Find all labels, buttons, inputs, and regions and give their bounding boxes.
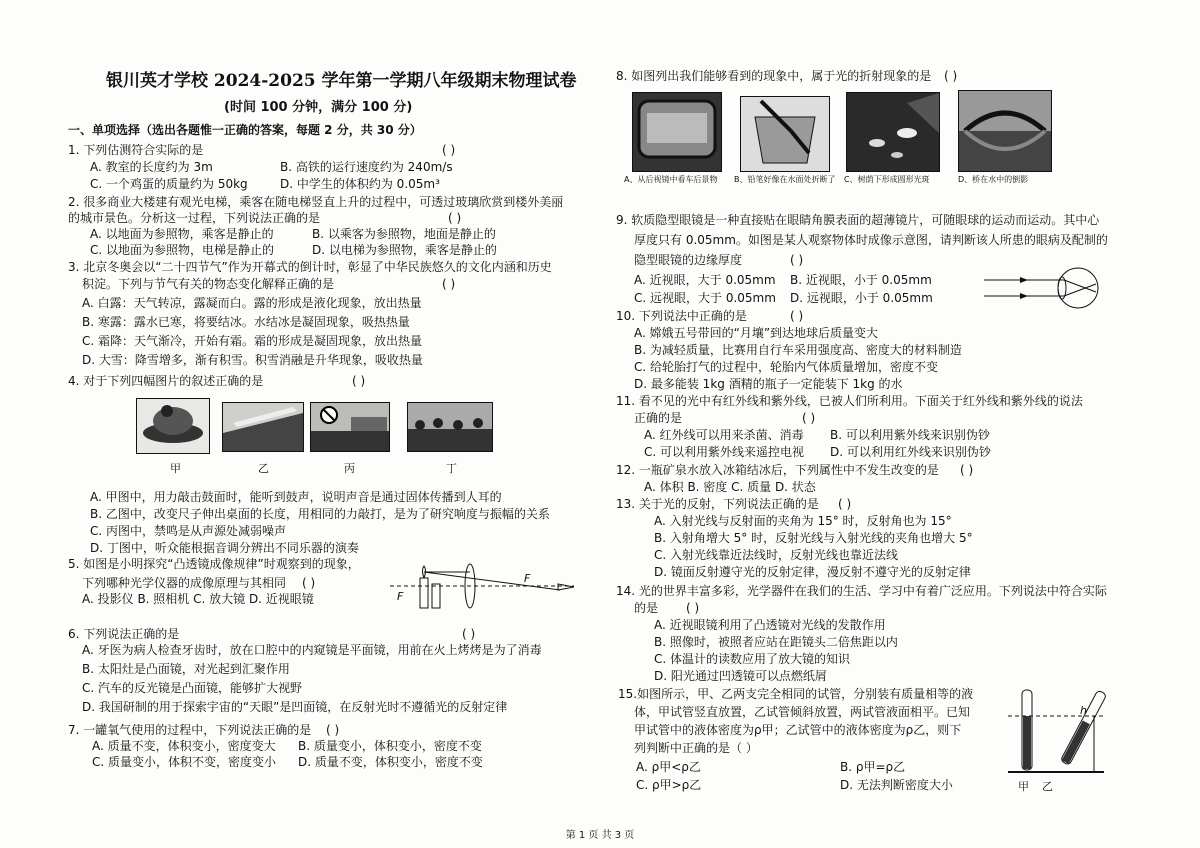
rearview-mirror-image — [633, 93, 721, 171]
q14-answer-bracket[interactable]: ( ) — [686, 601, 700, 615]
q3-line2: 积淀。下列与节气有关的物态变化解释正确的是 — [82, 277, 335, 291]
section-heading: 一、单项选择（选出各题惟一正确的答案，每题 2 分，共 30 分） — [68, 123, 422, 137]
q4-figure-bing — [310, 402, 390, 452]
q1-option-b: B. 高铁的运行速度约为 240m/s — [280, 160, 453, 174]
q8-stem: 8. 如图列出我们能够看到的现象中，属于光的折射现象的是 — [616, 69, 932, 83]
q7-stem: 7. 一罐氧气使用的过程中，下列说法正确的是 — [68, 723, 312, 737]
q11-line1: 11. 看不见的光中有红外线和紫外线，已被人们所利用。下面关于红外线和紫外线的说法 — [616, 394, 1083, 408]
q6-option-a: A. 牙医为病人检查牙齿时，放在口腔中的内窥镜是平面镜，用前在火上烤烤是为了消毒 — [82, 643, 542, 657]
tree-shade-light-spots-image — [847, 93, 939, 171]
q10-option-c: C. 给轮胎打气的过程中，轮胎内气体质量增加，密度不变 — [634, 360, 939, 374]
q10-option-d: D. 最多能装 1kg 酒精的瓶子一定能装下 1kg 的水 — [634, 377, 903, 391]
q13-stem: 13. 关于光的反射，下列说法正确的是 — [616, 497, 819, 511]
q5-line2: 下列哪种光学仪器的成像原理与其相同 — [82, 576, 287, 590]
q8-caption-a: A、从后视镜中看车后景物 — [624, 175, 718, 184]
q2-option-a: A. 以地面为参照物，乘客是静止的 — [90, 227, 274, 241]
q15-option-b: B. ρ甲=ρ乙 — [840, 760, 906, 774]
q6-answer-bracket[interactable]: ( ) — [462, 627, 476, 641]
q9-option-b: B. 近视眼，小于 0.05mm — [790, 273, 932, 287]
q10-answer-bracket[interactable]: ( ) — [790, 309, 804, 323]
q4-label-yi: 乙 — [258, 462, 269, 475]
q7-option-b: B. 质量变小，体积变小，密度不变 — [298, 739, 482, 753]
q7-answer-bracket[interactable]: ( ) — [326, 723, 340, 737]
pencil-in-water-image — [741, 97, 829, 171]
q9-option-a: A. 近视眼，大于 0.05mm — [634, 273, 776, 287]
q3-option-d: D. 大雪：降雪增多，渐有积雪。积雪消融是升华现象，吸收热量 — [82, 353, 423, 367]
q5-focus-label-right: F — [524, 572, 531, 585]
q4-figure-yi — [222, 402, 304, 452]
q14-option-b: B. 照像时，被照者应站在距镜头二倍焦距以内 — [654, 635, 898, 649]
q15-option-d: D. 无法判断密度大小 — [840, 778, 953, 792]
q8-caption-c: C、树荫下形成圆形光斑 — [844, 175, 930, 184]
q8-figure-c — [846, 92, 940, 172]
q6-option-d: D. 我国研制的用于探索宇宙的“天眼”是凹面镜，在反射光时不遵循光的反射定律 — [82, 700, 508, 714]
q13-option-b: B. 入射角增大 5° 时，反射光线与入射光线的夹角也增大 5° — [654, 531, 973, 545]
q5-focus-label-left: F — [397, 590, 404, 603]
exam-title: 银川英才学校 2024-2025 学年第一学期八年级期末物理试卷 — [106, 71, 577, 91]
page-footer: 第 1 页 共 3 页 — [565, 830, 635, 841]
q4-label-ding: 丁 — [446, 462, 457, 475]
q11-option-b: B. 可以利用紫外线来识别伪钞 — [830, 428, 990, 442]
q14-option-a: A. 近视眼镜利用了凸透镜对光线的发散作用 — [654, 618, 886, 632]
q9-line1: 9. 软质隐型眼镜是一种直接贴在眼睛角膜表面的超薄镜片，可随眼球的运动而运动。其中心 — [616, 213, 1100, 227]
q4-figure-ding — [407, 402, 493, 452]
q11-option-a: A. 红外线可以用来杀菌、消毒 — [644, 428, 804, 442]
q15-line3: 甲试管中的液体密度为ρ甲；乙试管中的液体密度为ρ乙，则下 — [634, 723, 962, 737]
q4-label-bing: 丙 — [344, 462, 355, 475]
q4-option-a: A. 甲图中，用力敲击鼓面时，能听到鼓声，说明声音是通过固体传播到人耳的 — [90, 490, 502, 504]
q1-answer-bracket[interactable]: ( ) — [442, 143, 456, 157]
q13-answer-bracket[interactable]: ( ) — [838, 497, 852, 511]
q9-answer-bracket[interactable]: ( ) — [790, 253, 804, 267]
q10-option-b: B. 为减轻质量，比赛用自行车采用强度高、密度大的材料制造 — [634, 343, 962, 357]
q15-test-tube-diagram — [1008, 688, 1108, 788]
q1-option-c: C. 一个鸡蛋的质量约为 50kg — [90, 177, 248, 191]
q14-line2: 的是 — [634, 601, 659, 615]
q2-option-b: B. 以乘客为参照物，地面是静止的 — [312, 227, 496, 241]
q4-option-c: C. 丙图中，禁鸣是从声源处减弱噪声 — [90, 524, 287, 538]
q8-figure-a — [632, 92, 722, 172]
q15-line2: 体，甲试管竖直放置，乙试管倾斜放置，两试管液面相平。已知 — [634, 705, 971, 719]
q9-option-c: C. 远视眼，大于 0.05mm — [634, 291, 776, 305]
q2-option-d: D. 以电梯为参照物，乘客是静止的 — [312, 243, 497, 257]
no-horn-sign-image — [311, 403, 389, 451]
q8-caption-b: B、铅笔好像在水面处折断了 — [734, 175, 836, 184]
q2-line1: 2. 很多商业大楼建有观光电梯，乘客在随电梯竖直上升的过程中，可透过玻璃欣赏到楼外美丽 — [68, 195, 564, 209]
q15-label-yi: 乙 — [1042, 780, 1053, 793]
q6-option-c: C. 汽车的反光镜是凸面镜，能够扩大视野 — [82, 681, 303, 695]
q12-stem: 12. 一瓶矿泉水放入冰箱结冰后，下列属性中不发生改变的是 — [616, 463, 939, 477]
q1-stem: 1. 下列估测符合实际的是 — [68, 143, 204, 157]
q11-answer-bracket[interactable]: ( ) — [802, 411, 816, 425]
q3-option-c: C. 霜降：天气渐冷，开始有霜。霜的形成是凝固现象，放出热量 — [82, 334, 423, 348]
q7-option-d: D. 质量不变，体积变小，密度不变 — [298, 755, 483, 769]
q4-stem: 4. 对于下列四幅图片的叙述正确的是 — [68, 374, 264, 388]
q9-option-d: D. 远视眼，小于 0.05mm — [790, 291, 933, 305]
q11-line2: 正确的是 — [634, 411, 683, 425]
q5-lens-diagram — [390, 562, 574, 614]
q15-option-a: A. ρ甲<ρ乙 — [636, 760, 701, 774]
q13-option-d: D. 镜面反射遵守光的反射定律，漫反射不遵守光的反射定律 — [654, 565, 971, 579]
bridge-reflection-image — [959, 91, 1051, 171]
q12-options: A. 体积 B. 密度 C. 质量 D. 状态 — [644, 480, 816, 494]
drum-image — [137, 399, 209, 453]
q13-option-a: A. 入射光线与反射面的夹角为 15° 时，反射角也为 15° — [654, 514, 952, 528]
q6-option-b: B. 太阳灶是凸面镜，对光起到汇聚作用 — [82, 662, 290, 676]
q7-option-c: C. 质量变小，体积不变，密度变小 — [92, 755, 277, 769]
q14-option-d: D. 阳光通过凹透镜可以点燃纸屑 — [654, 669, 827, 683]
q9-line2: 厚度只有 0.05mm。如图是某人观察物体时成像示意图，请判断该人所患的眼病及配制的 — [634, 233, 1108, 247]
q15-line1: 15.如图所示，甲、乙两支完全相同的试管，分别装有质量相等的液 — [618, 687, 974, 701]
orchestra-image — [408, 403, 492, 451]
q7-option-a: A. 质量不变，体积变小，密度变大 — [92, 739, 276, 753]
q3-line1: 3. 北京冬奥会以“二十四节气”作为开幕式的倒计时，彰显了中华民族悠久的文化内涵和历史 — [68, 260, 552, 274]
q15-label-jia: 甲 — [1018, 780, 1029, 793]
q11-option-d: D. 可以利用红外线来识别伪钞 — [830, 445, 991, 459]
q15-option-c: C. ρ甲>ρ乙 — [636, 778, 702, 792]
exam-subtitle: (时间 100 分钟，满分 100 分) — [224, 100, 413, 115]
q4-label-jia: 甲 — [170, 462, 181, 475]
q1-option-d: D. 中学生的体积约为 0.05m³ — [280, 177, 440, 191]
q4-figure-jia — [136, 398, 210, 454]
q9-line3: 隐型眼镜的边缘厚度 — [634, 253, 743, 267]
q2-option-c: C. 以地面为参照物，电梯是静止的 — [90, 243, 275, 257]
q5-options: A. 投影仪 B. 照相机 C. 放大镜 D. 近视眼镜 — [82, 592, 314, 606]
q5-line1: 5. 如图是小明探究“凸透镜成像规律”时观察到的现象， — [68, 557, 360, 571]
q1-option-a: A. 教室的长度约为 3m — [90, 160, 213, 174]
ruler-table-image — [223, 403, 303, 451]
q11-option-c: C. 可以利用紫外线来遥控电视 — [644, 445, 805, 459]
q3-option-a: A. 白露：天气转凉，露凝而白。露的形成是液化现象，放出热量 — [82, 296, 422, 310]
q9-eye-diagram — [984, 266, 1104, 310]
q10-option-a: A. 嫦娥五号带回的“月壤”到达地球后质量变大 — [634, 326, 879, 340]
q13-option-c: C. 入射光线靠近法线时，反射光线也靠近法线 — [654, 548, 899, 562]
q14-line1: 14. 光的世界丰富多彩，光学器件在我们的生活、学习中有着广泛应用。下列说法中符合实际 — [616, 584, 1107, 598]
q4-answer-bracket[interactable]: ( ) — [352, 374, 366, 388]
q2-answer-bracket[interactable]: ( ) — [448, 211, 462, 225]
q3-answer-bracket[interactable]: ( ) — [442, 277, 456, 291]
q14-option-c: C. 体温计的读数应用了放大镜的知识 — [654, 652, 851, 666]
q8-figure-d — [958, 90, 1052, 172]
q4-option-b: B. 乙图中，改变尺子伸出桌面的长度，用相同的力敲打，是为了研究响度与振幅的关系 — [90, 507, 550, 521]
q2-line2: 的城市景色。分析这一过程，下列说法正确的是 — [68, 211, 321, 225]
q12-answer-bracket[interactable]: ( ) — [960, 463, 974, 477]
q10-stem: 10. 下列说法中正确的是 — [616, 309, 747, 323]
q4-option-d: D. 丁图中，听众能根据音调分辨出不同乐器的演奏 — [90, 541, 359, 555]
q15-line4: 列判断中正确的是（ ） — [634, 741, 758, 755]
q5-answer-bracket[interactable]: ( ) — [302, 576, 316, 590]
q3-option-b: B. 寒露：露水已寒，将要结冰。水结冰是凝固现象，吸热热量 — [82, 315, 410, 329]
q6-stem: 6. 下列说法正确的是 — [68, 627, 180, 641]
q8-answer-bracket[interactable]: ( ) — [944, 69, 958, 83]
q8-figure-b — [740, 96, 830, 172]
q8-caption-d: D、桥在水中的倒影 — [958, 175, 1029, 184]
q15-height-label: h — [1080, 704, 1087, 717]
